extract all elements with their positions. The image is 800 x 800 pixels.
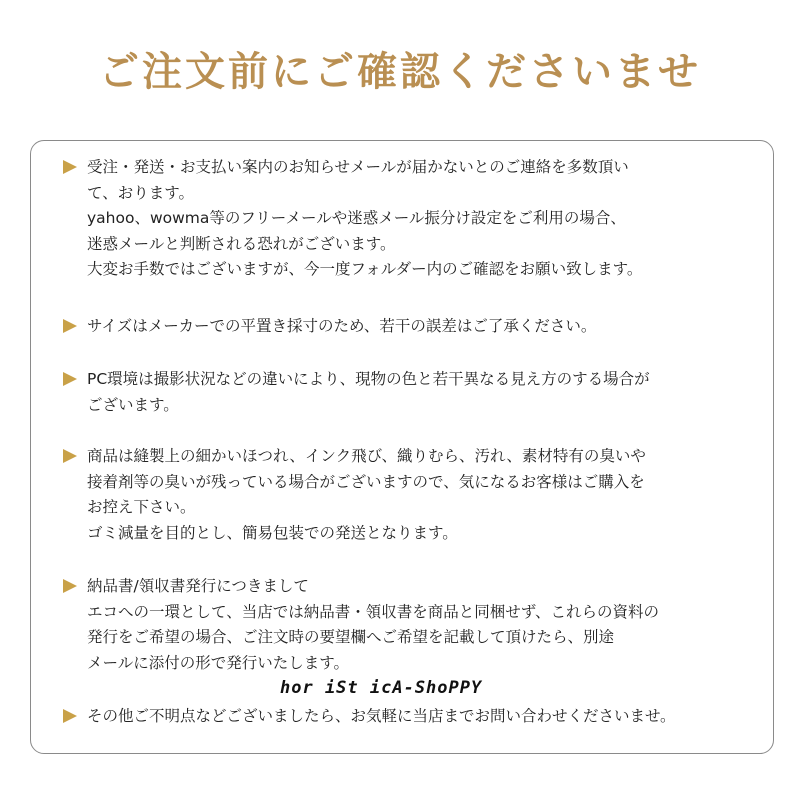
notice-line: 迷惑メールと判断される恐れがございます。 bbox=[87, 234, 396, 253]
notice-line: 大変お手数ではございますが、今一度フォルダー内のご確認をお願い致します。 bbox=[87, 260, 643, 278]
notice-item-product-quality bbox=[87, 444, 753, 546]
notice-line: サイズはメーカーでの平置き採寸のため、若干の誤差はご了承ください。 bbox=[87, 317, 597, 335]
triangle-bullet-icon bbox=[63, 449, 77, 463]
shop-watermark: hor iSt icA-ShoPPY bbox=[280, 678, 483, 698]
triangle-bullet-icon bbox=[63, 709, 77, 723]
notice-line: 納品書/領収書発行につきまして bbox=[87, 577, 309, 595]
notice-item-receipt bbox=[87, 574, 753, 676]
notice-line: 発行をご希望の場合、ご注文時の要望欄へご希望を記載して頂けたら、別途 bbox=[87, 628, 615, 646]
notice-item-pc-environment bbox=[87, 367, 753, 418]
notice-line: yahoo、wowma等のフリーメールや迷惑メール振分け設定をご利用の場合、 bbox=[87, 209, 626, 227]
notice-line: その他ご不明点などございましたら、お気軽に当店までお問い合わせくださいませ。 bbox=[87, 707, 676, 725]
notice-line: 商品は縫製上の細かいほつれ、インク飛び、織りむら、汚れ、素材特有の臭いや bbox=[87, 447, 646, 465]
triangle-bullet-icon bbox=[63, 319, 77, 333]
notice-line: 接着剤等の臭いが残っている場合がございますので、気になるお客様はご購入を bbox=[87, 472, 645, 491]
triangle-bullet-icon bbox=[63, 160, 77, 174]
notice-item-email bbox=[87, 155, 753, 283]
notice-line: ございます。 bbox=[87, 395, 179, 414]
triangle-bullet-icon bbox=[63, 579, 77, 593]
notice-line: 受注・発送・お支払い案内のお知らせメールが届かないとのご連絡を多数頂い bbox=[87, 158, 629, 176]
page-title: ご注文前にご確認くださいませ bbox=[99, 49, 701, 95]
notice-line: ゴミ減量を目的とし、簡易包装での発送となります。 bbox=[87, 523, 458, 542]
notice-line: お控え下さい。 bbox=[87, 498, 196, 516]
notice-line: メールに添付の形で発行いたします。 bbox=[87, 653, 349, 672]
notice-line: エコへの一環として、当店では納品書・領収書を商品と同梱せず、これらの資料の bbox=[87, 602, 659, 621]
notice-line: PC環境は撮影状況などの違いにより、現物の色と若干異なる見え方のする場合が bbox=[87, 370, 650, 388]
notice-item-size bbox=[87, 314, 753, 340]
triangle-bullet-icon bbox=[63, 372, 77, 386]
notice-box bbox=[30, 140, 774, 754]
notice-line: て、おります。 bbox=[87, 183, 194, 202]
notice-item-contact bbox=[87, 704, 753, 730]
